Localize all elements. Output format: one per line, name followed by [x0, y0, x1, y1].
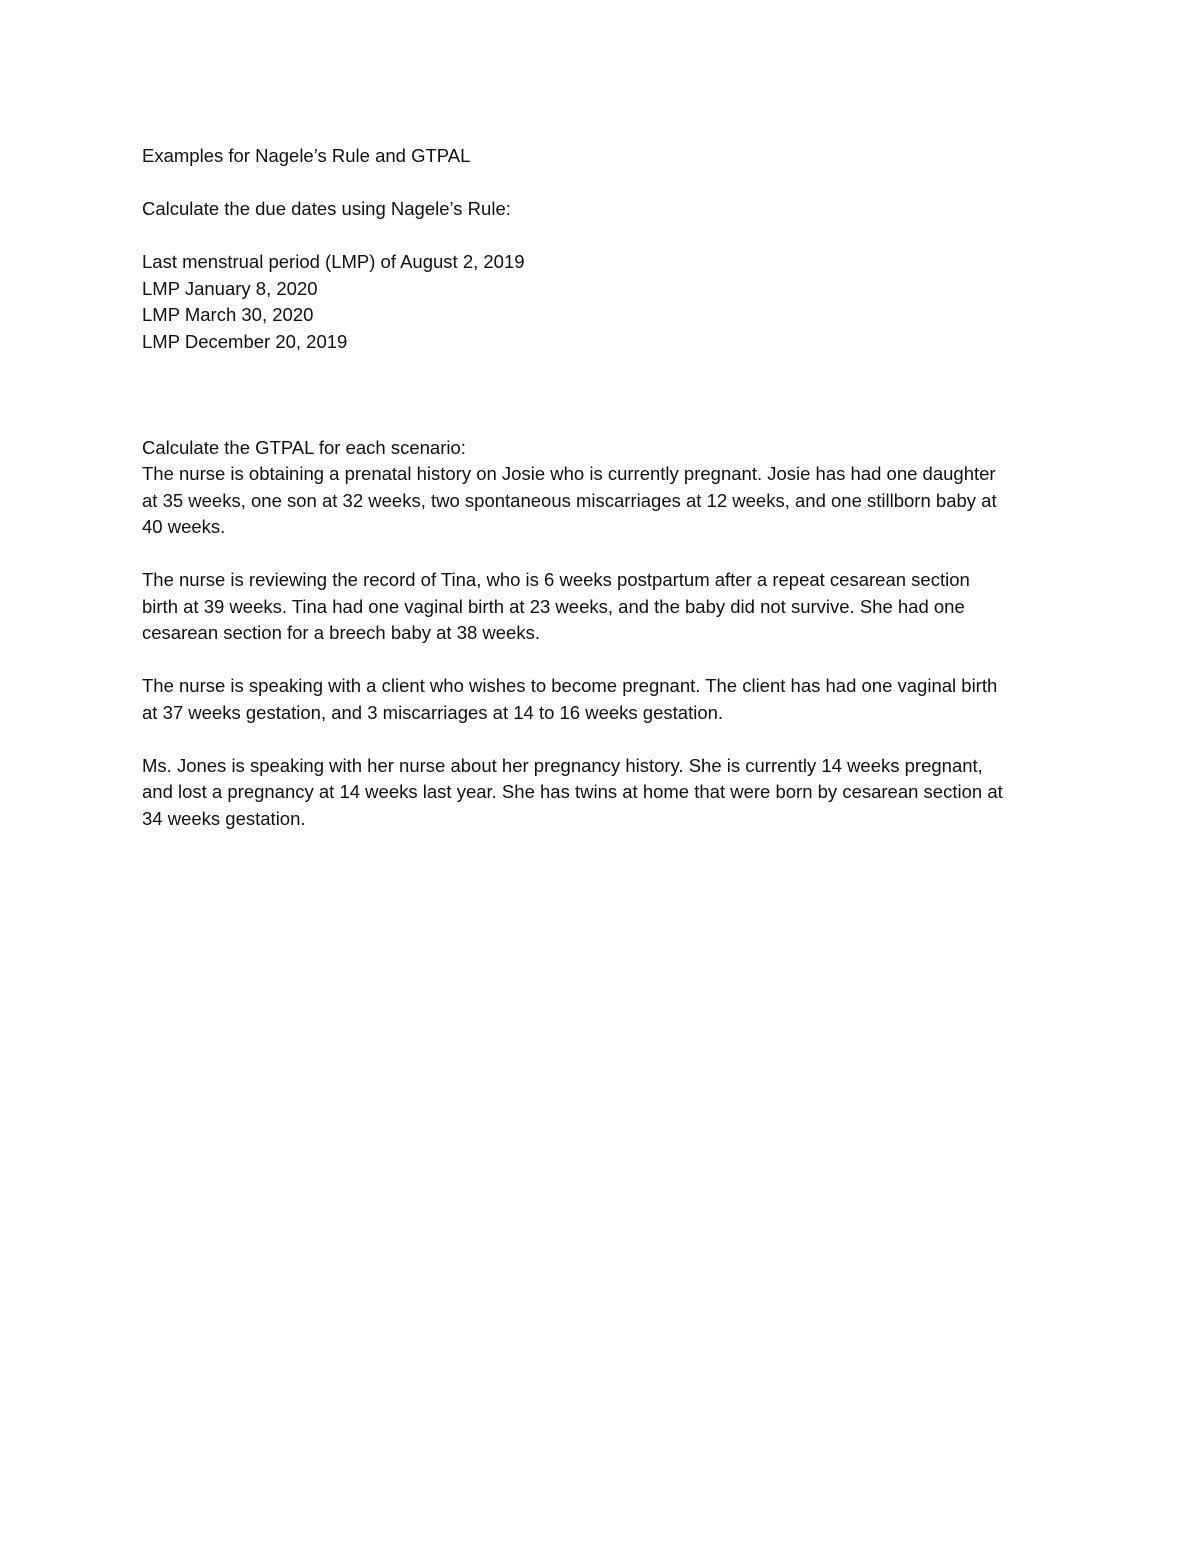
gtpal-prompt: Calculate the GTPAL for each scenario:: [142, 436, 466, 458]
lmp-item: LMP March 30, 2020: [142, 304, 314, 325]
scenario-line: cesarean section for a breech baby at 38 weeks.: [142, 622, 540, 643]
scenario-line: The nurse is obtaining a prenatal history on Josie who is currently pregnant. Josie has had one daughter: [142, 463, 996, 484]
scenario-paragraph: [142, 753, 1072, 833]
scenario-line: 34 weeks gestation.: [142, 807, 306, 829]
scenario-line: and lost a pregnancy at 14 weeks last year. She has twins at home that were born by cesarean section at: [142, 781, 1003, 802]
scenario-paragraph: [142, 673, 1072, 726]
lmp-list: [142, 249, 1072, 355]
scenario-line: birth at 39 weeks. Tina had one vaginal birth at 23 weeks, and the baby did not survive. She had one: [142, 595, 965, 617]
gtpal-section: [142, 435, 1072, 833]
scenario-line: The nurse is reviewing the record of Tina, who is 6 weeks postpartum after a repeat cesarean section: [142, 569, 970, 590]
lmp-item: LMP January 8, 2020: [142, 277, 318, 299]
lmp-item: Last menstrual period (LMP) of August 2, 2019: [142, 251, 525, 272]
scenario-line: Ms. Jones is speaking with her nurse about her pregnancy history. She is currently 14 weeks pregnant,: [142, 754, 983, 776]
scenario-line: at 35 weeks, one son at 32 weeks, two spontaneous miscarriages at 12 weeks, and one stillborn baby at: [142, 489, 997, 511]
nagele-prompt: Calculate the due dates using Nagele’s Rule:: [142, 198, 511, 219]
document-title: Examples for Nagele’s Rule and GTPAL: [142, 145, 471, 166]
lmp-item: LMP December 20, 2019: [142, 330, 348, 352]
scenario-line: at 37 weeks gestation, and 3 miscarriages at 14 to 16 weeks gestation.: [142, 701, 724, 723]
scenario-paragraph: [142, 567, 1072, 647]
scenario-line: 40 weeks.: [142, 516, 226, 537]
document-content: [142, 143, 1072, 859]
scenario-paragraph: [142, 461, 1072, 541]
scenario-line: The nurse is speaking with a client who wishes to become pregnant. The client has had one vaginal birth: [142, 675, 998, 696]
